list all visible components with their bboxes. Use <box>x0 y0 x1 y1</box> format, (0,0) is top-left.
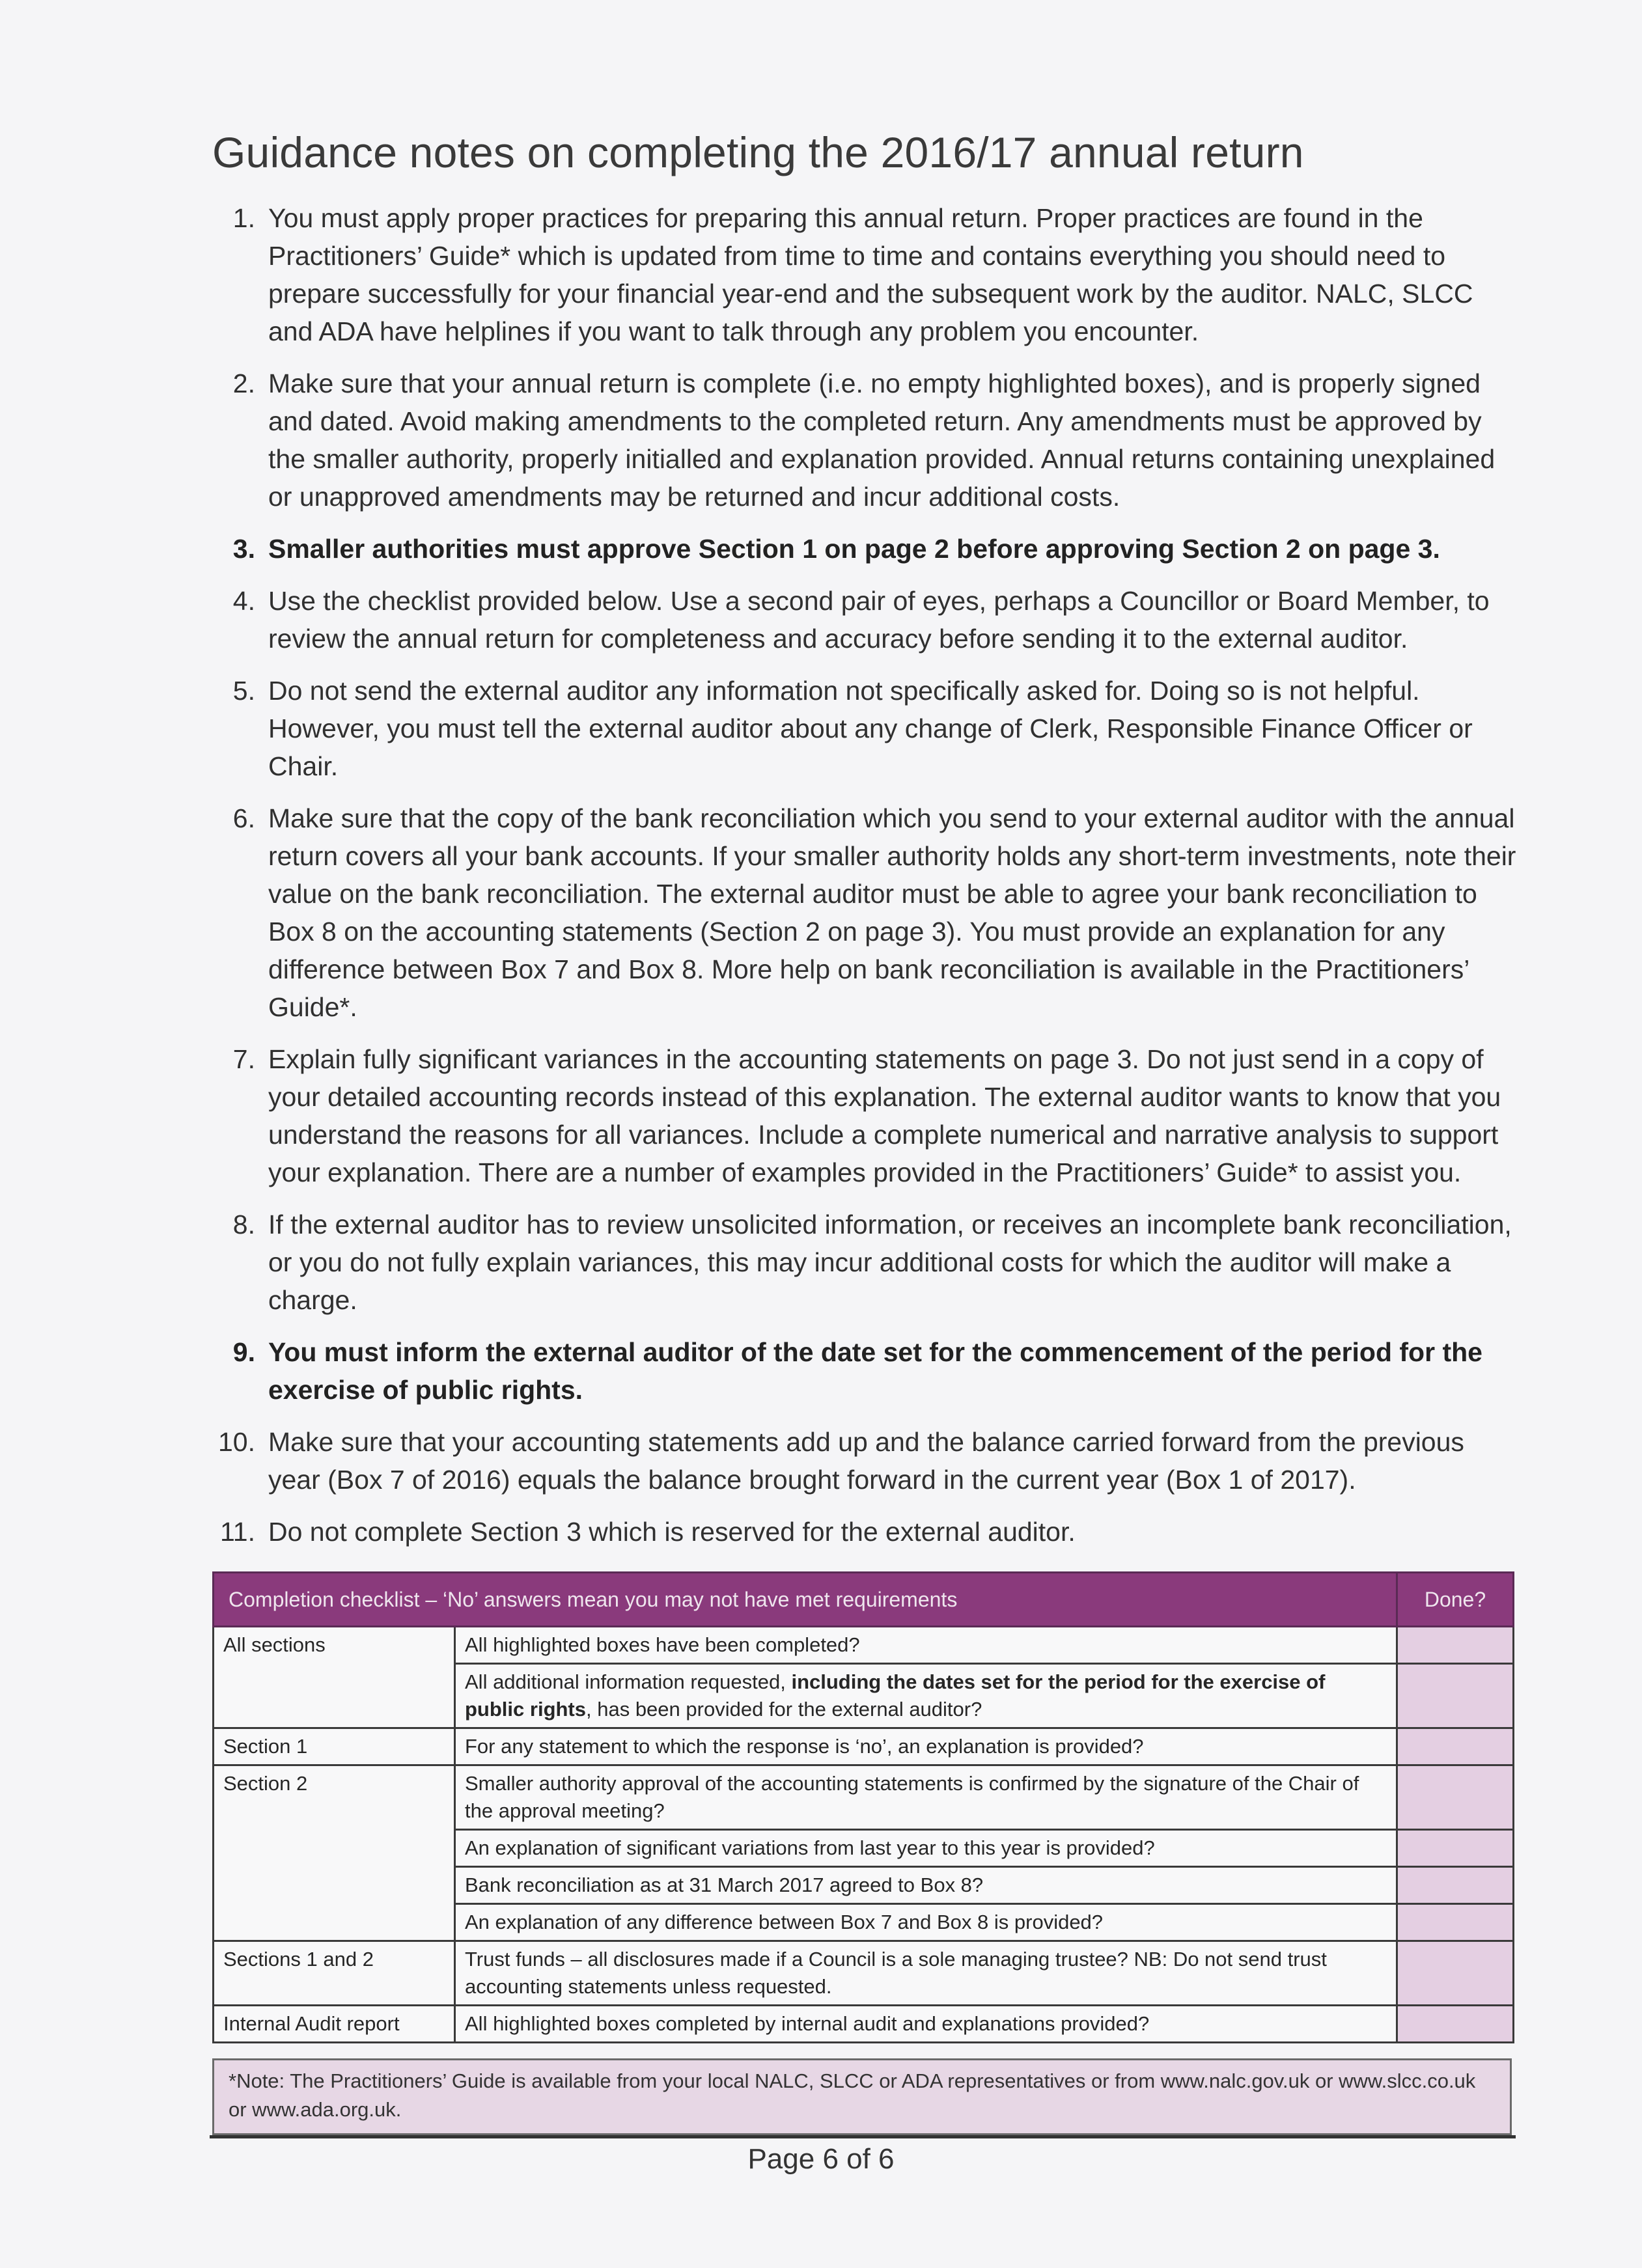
section-label: Section 2 <box>214 1765 455 1941</box>
note-number: 3. <box>232 534 255 564</box>
table-row <box>214 2006 1514 2043</box>
note-text: Use the checklist provided below. Use a second pair of eyes, perhaps a Councillor or Board Member, to review the annual return for completeness and accuracy before sending it to the external auditor. <box>268 586 1490 654</box>
section-label: All sections <box>214 1627 455 1728</box>
note-item <box>212 1423 1521 1499</box>
footnote-box: *Note: The Practitioners’ Guide is available from your local NALC, SLCC or ADA representatives or from www.nalc.gov.uk or www.slcc.co.uk or www.ada.org.uk. <box>212 2058 1512 2135</box>
page-title: Guidance notes on completing the 2016/17 annual return <box>212 128 1304 176</box>
note-text: Make sure that the copy of the bank reconciliation which you send to your external auditor with the annual return covers all your bank accounts. If your smaller authority holds any short-term investments, note their value on the bank reconciliation. The external auditor must be able to agree your bank reconciliation to Box 8 on the accounting statements (Section 2 on page 3). You must provide an explanation for any difference between Box 7 and Box 8. More help on bank reconciliation is available in the Practitioners’ Guide*. <box>268 803 1516 1022</box>
note-number: 6. <box>232 803 255 833</box>
checklist-item: Bank reconciliation as at 31 March 2017 agreed to Box 8? <box>455 1867 1397 1904</box>
checklist-item: Trust funds – all disclosures made if a Council is a sole managing trustee? NB: Do not send trust accounting statements unless requested. <box>455 1941 1397 2006</box>
note-text: Do not send the external auditor any information not specifically asked for. Doing so is not helpful. However, you must tell the external auditor about any change of Clerk, Responsible Finance Officer or Chair. <box>268 676 1473 781</box>
note-number: 5. <box>232 676 255 706</box>
section-label: Section 1 <box>214 1728 455 1765</box>
checklist-header: Completion checklist – ‘No’ answers mean you may not have met requirements <box>214 1573 1397 1627</box>
note-item <box>212 530 1521 568</box>
done-checkbox[interactable] <box>1397 1867 1514 1904</box>
table-row <box>214 1728 1514 1765</box>
note-number: 11. <box>220 1517 255 1547</box>
done-checkbox[interactable] <box>1397 1941 1514 2006</box>
done-checkbox[interactable] <box>1397 1664 1514 1728</box>
table-row <box>214 1941 1514 2006</box>
page-number: Page 6 of 6 <box>747 2143 895 2175</box>
note-item <box>212 582 1521 657</box>
note-number: 1. <box>232 203 255 233</box>
note-item <box>212 672 1521 785</box>
table-row <box>214 1765 1514 1830</box>
note-item <box>212 365 1521 516</box>
done-checkbox[interactable] <box>1397 1728 1514 1765</box>
note-text: You must inform the external auditor of the date set for the commencement of the period for the exercise of public rights. <box>268 1337 1482 1405</box>
note-number: 10. <box>218 1427 255 1457</box>
note-text: Make sure that your annual return is complete (i.e. no empty highlighted boxes), and is properly signed and dated. Avoid making amendments to the completed return. Any amendments must be approved by the smaller authority, properly initialled and explanation provided. Annual returns containing unexplained or unapproved amendments may be returned and incur additional costs. <box>268 368 1496 512</box>
checklist-item: An explanation of significant variations from last year to this year is provided? <box>455 1830 1397 1867</box>
table-row <box>214 1627 1514 1664</box>
section-label: Sections 1 and 2 <box>214 1941 455 2006</box>
checklist-item: All highlighted boxes completed by internal audit and explanations provided? <box>455 2006 1397 2043</box>
checklist-item <box>455 1664 1397 1728</box>
done-checkbox[interactable] <box>1397 1904 1514 1941</box>
note-number: 4. <box>232 586 255 616</box>
note-number: 8. <box>232 1210 255 1239</box>
done-checkbox[interactable] <box>1397 2006 1514 2043</box>
note-item <box>212 799 1521 1026</box>
done-checkbox[interactable] <box>1397 1765 1514 1830</box>
note-text: Explain fully significant variances in the accounting statements on page 3. Do not just send in a copy of your detailed accounting records instead of this explanation. The external auditor wants to know that you understand the reasons for all variances. Include a complete numerical and narrative analysis to support your explanation. There are a number of examples provided in the Practitioners’ Guide* to assist you. <box>268 1044 1501 1187</box>
done-checkbox[interactable] <box>1397 1830 1514 1867</box>
note-text: If the external auditor has to review unsolicited information, or receives an incomplete bank reconciliation, or you do not fully explain variances, this may incur additional costs for which the auditor will make a charge. <box>268 1210 1512 1315</box>
checklist-item: All highlighted boxes have been completed? <box>455 1627 1397 1664</box>
footer-divider <box>210 2135 1516 2138</box>
note-item <box>212 1206 1521 1319</box>
note-number: 2. <box>232 368 255 398</box>
note-item <box>212 199 1521 350</box>
completion-checklist-table <box>212 1571 1514 2043</box>
note-text: Smaller authorities must approve Section 1 on page 2 before approving Section 2 on page 3. <box>268 534 1440 564</box>
note-number: 9. <box>232 1337 255 1367</box>
item-text: , has been provided for the external auditor? <box>586 1698 982 1721</box>
note-item <box>212 1513 1521 1551</box>
guidance-notes-list <box>212 199 1521 1565</box>
section-label: Internal Audit report <box>214 2006 455 2043</box>
checklist-item: Smaller authority approval of the accounting statements is confirmed by the signature of the Chair of the approval meeting? <box>455 1765 1397 1830</box>
item-text: All additional information requested, <box>465 1670 792 1693</box>
note-text: Do not complete Section 3 which is reserved for the external auditor. <box>268 1517 1076 1547</box>
note-item <box>212 1040 1521 1191</box>
done-checkbox[interactable] <box>1397 1627 1514 1664</box>
note-text: Make sure that your accounting statements add up and the balance carried forward from the previous year (Box 7 of 2016) equals the balance brought forward in the current year (Box 1 of 2017). <box>268 1427 1464 1495</box>
item-bold-text: including the dates set for the period for the exercise of public rights <box>465 1670 1326 1721</box>
note-item <box>212 1333 1521 1409</box>
checklist-item: For any statement to which the response is ‘no’, an explanation is provided? <box>455 1728 1397 1765</box>
table-header-row <box>214 1573 1514 1627</box>
done-header: Done? <box>1397 1573 1514 1627</box>
note-text: You must apply proper practices for preparing this annual return. Proper practices are found in the Practitioners’ Guide* which is updated from time to time and contains everything you should need to prepare successfully for your financial year-end and the subsequent work by the auditor. NALC, SLCC and ADA have helplines if you want to talk through any problem you encounter. <box>268 203 1473 346</box>
note-number: 7. <box>232 1044 255 1074</box>
checklist-item: An explanation of any difference between Box 7 and Box 8 is provided? <box>455 1904 1397 1941</box>
